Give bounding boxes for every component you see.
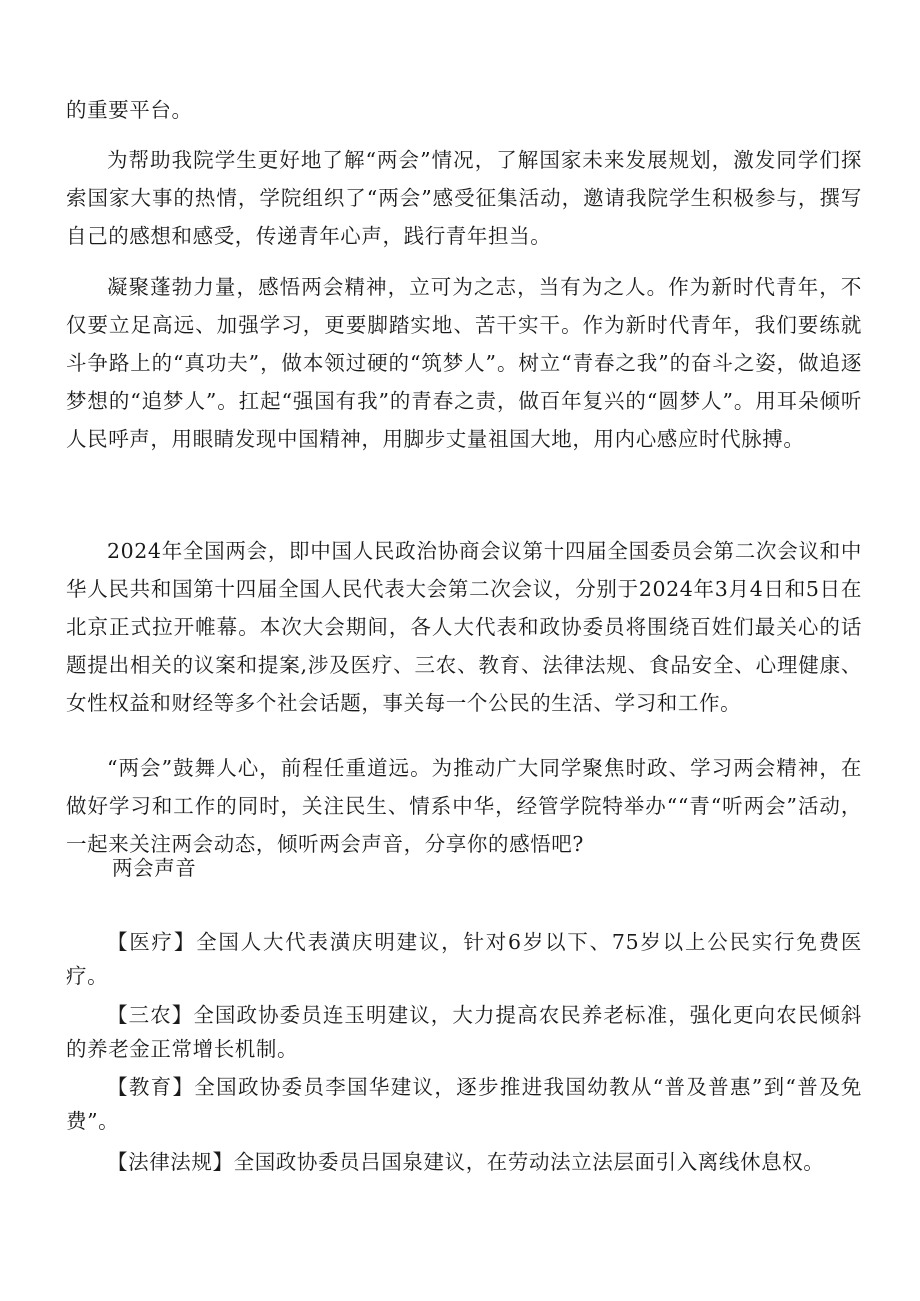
paragraph-activity: “两会”鼓舞人心，前程任重道远。为推动广大同学聚焦时政、学习两会精神，在做好学习和工作的同时，关注民生、情系中华，经管学院特举办““青“听两会”活动，一起来关注两会动态，倾听两会声音，分享你的感悟吧?: [66, 756, 862, 856]
paragraph-continuation: 的重要平台。: [66, 98, 193, 122]
section-heading: 两会声音: [112, 856, 197, 880]
item-agriculture: 【三农】全国政协委员连玉明建议，大力提高农民养老标准，强化更向农民倾斜的养老金正常增长机制。: [66, 1003, 862, 1061]
item-law: 【法律法规】全国政协委员吕国泉建议，在劳动法立法层面引入离线休息权。: [107, 1150, 825, 1174]
paragraph-spirit: 凝聚蓬勃力量，感悟两会精神，立可为之志，当有为之人。作为新时代青年，不仅要立足高远、加强学习，更要脚踏实地、苦干实干。作为新时代青年，我们要练就斗争路上的“真功夫”，做本领过硬的“筑梦人”。树立“青春之我”的奋斗之姿，做追逐梦想的“追梦人”。扛起“强国有我”的青春之责，做百年复兴的“圆梦人”。用耳朵倾听人民呼声，用眼睛发现中国精神，用脚步丈量祖国大地，用内心感应时代脉搏。: [66, 275, 862, 451]
item-medical: 【医疗】全国人大代表潢庆明建议，针对6岁以下、75岁以上公民实行免费医疗。: [66, 930, 862, 988]
paragraph-two-sessions: 2024年全国两会，即中国人民政治协商会议第十四届全国委员会第二次会议和中华人民共和国第十四届全国人民代表大会第二次会议，分别于2024年3月4日和5日在北京正式拉开帷幕。本次大会期间，各人大代表和政协委员将围绕百姓们最关心的话题提出相关的议案和提案,涉及医疗、三农、教育、法律法规、食品安全、心理健康、女性权益和财经等多个社会话题，事关每一个公民的生活、学习和工作。: [66, 539, 862, 715]
item-education: 【教育】全国政协委员李国华建议，逐步推进我国幼教从“普及普惠”到“普及免费”。: [66, 1075, 862, 1133]
paragraph-intro: 为帮助我院学生更好地了解“两会”情况，了解国家未来发展规划，激发同学们探索国家大事的热情，学院组织了“两会”感受征集活动，邀请我院学生积极参与，撰写自己的感想和感受，传递青年心声，践行青年担当。: [66, 148, 862, 248]
